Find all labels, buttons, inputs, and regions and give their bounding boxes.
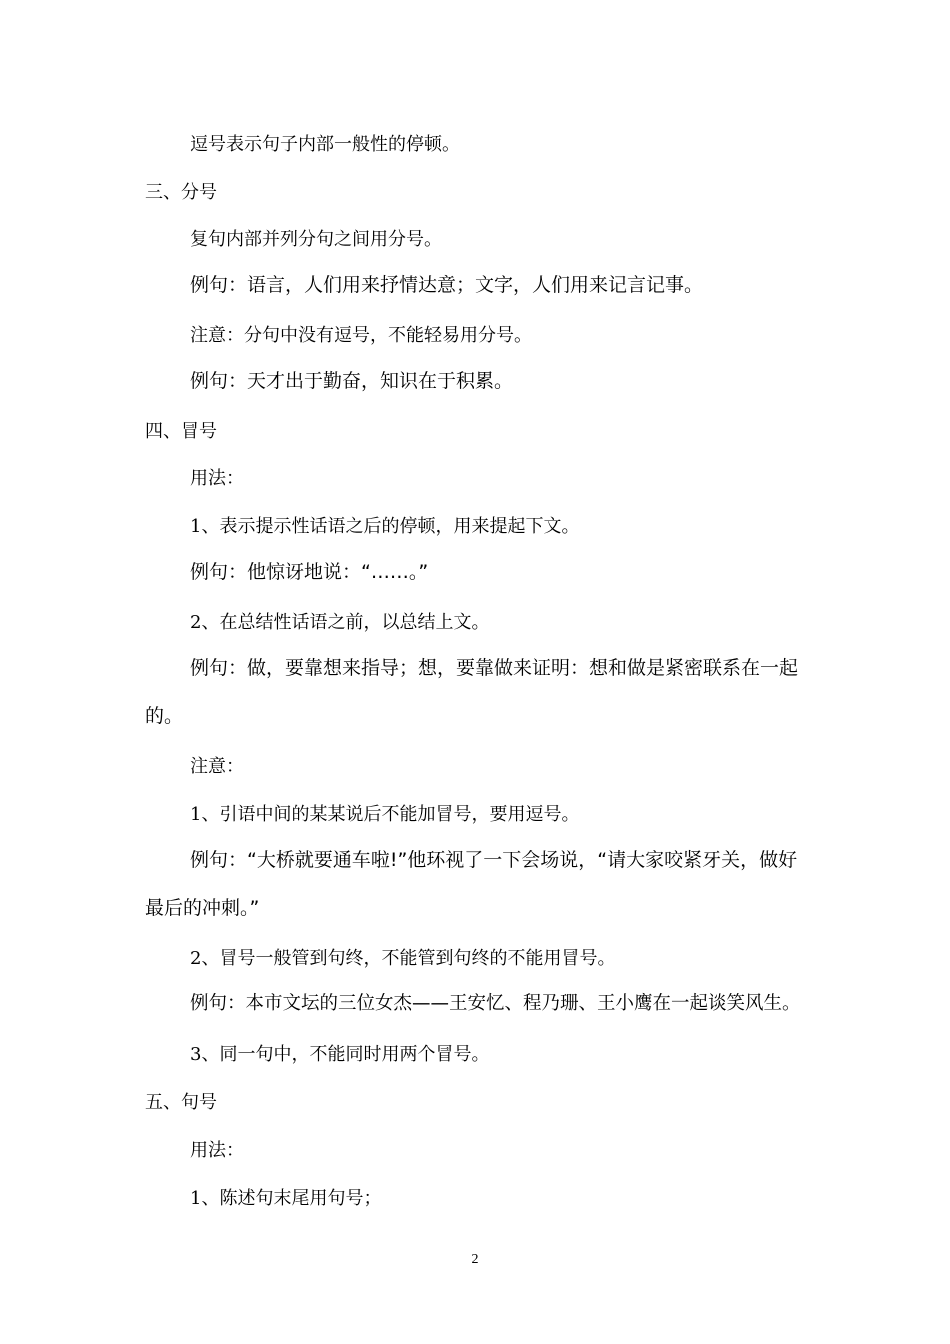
- text-line: 注意：: [190, 756, 244, 777]
- text-line: 复句内部并列分句之间用分号。: [190, 229, 442, 250]
- section-heading: 五、句号: [145, 1092, 217, 1113]
- example-line: 例句：“大桥就要通车啦!”他环视了一下会场说，“请大家咬紧牙关，做好: [190, 849, 798, 871]
- text-line: 2、在总结性话语之前，以总结上文。: [190, 612, 490, 633]
- text-line: 用法：: [190, 1140, 244, 1161]
- example-line: 例句：做，要靠想来指导；想，要靠做来证明：想和做是紧密联系在一起: [190, 657, 799, 679]
- example-line: 例句：语言，人们用来抒情达意；文字，人们用来记言记事。: [190, 274, 704, 296]
- example-line: 例句：本市文坛的三位女杰——王安忆、程乃珊、王小鹰在一起谈笑风生。: [190, 993, 801, 1014]
- example-line-continued: 最后的冲刺。”: [145, 897, 260, 919]
- text-line: 1、表示提示性话语之后的停顿，用来提起下文。: [190, 516, 580, 537]
- text-line: 1、引语中间的某某说后不能加冒号，要用逗号。: [190, 804, 580, 825]
- example-line: 例句：天才出于勤奋，知识在于积累。: [190, 370, 514, 392]
- page-number: 2: [471, 1252, 479, 1267]
- text-line: 1、陈述句末尾用句号；: [190, 1188, 382, 1209]
- text-line: 用法：: [190, 468, 244, 489]
- section-heading: 三、分号: [145, 182, 217, 203]
- section-heading: 四、冒号: [145, 421, 217, 442]
- example-line-continued: 的。: [145, 705, 184, 727]
- example-line: 例句：他惊讶地说：“……。”: [190, 561, 429, 583]
- text-line: 注意：分句中没有逗号，不能轻易用分号。: [190, 325, 532, 346]
- text-line: 3、同一句中，不能同时用两个冒号。: [190, 1044, 490, 1065]
- text-line: 2、冒号一般管到句终，不能管到句终的不能用冒号。: [190, 948, 616, 969]
- text-line: 逗号表示句子内部一般性的停顿。: [190, 134, 460, 155]
